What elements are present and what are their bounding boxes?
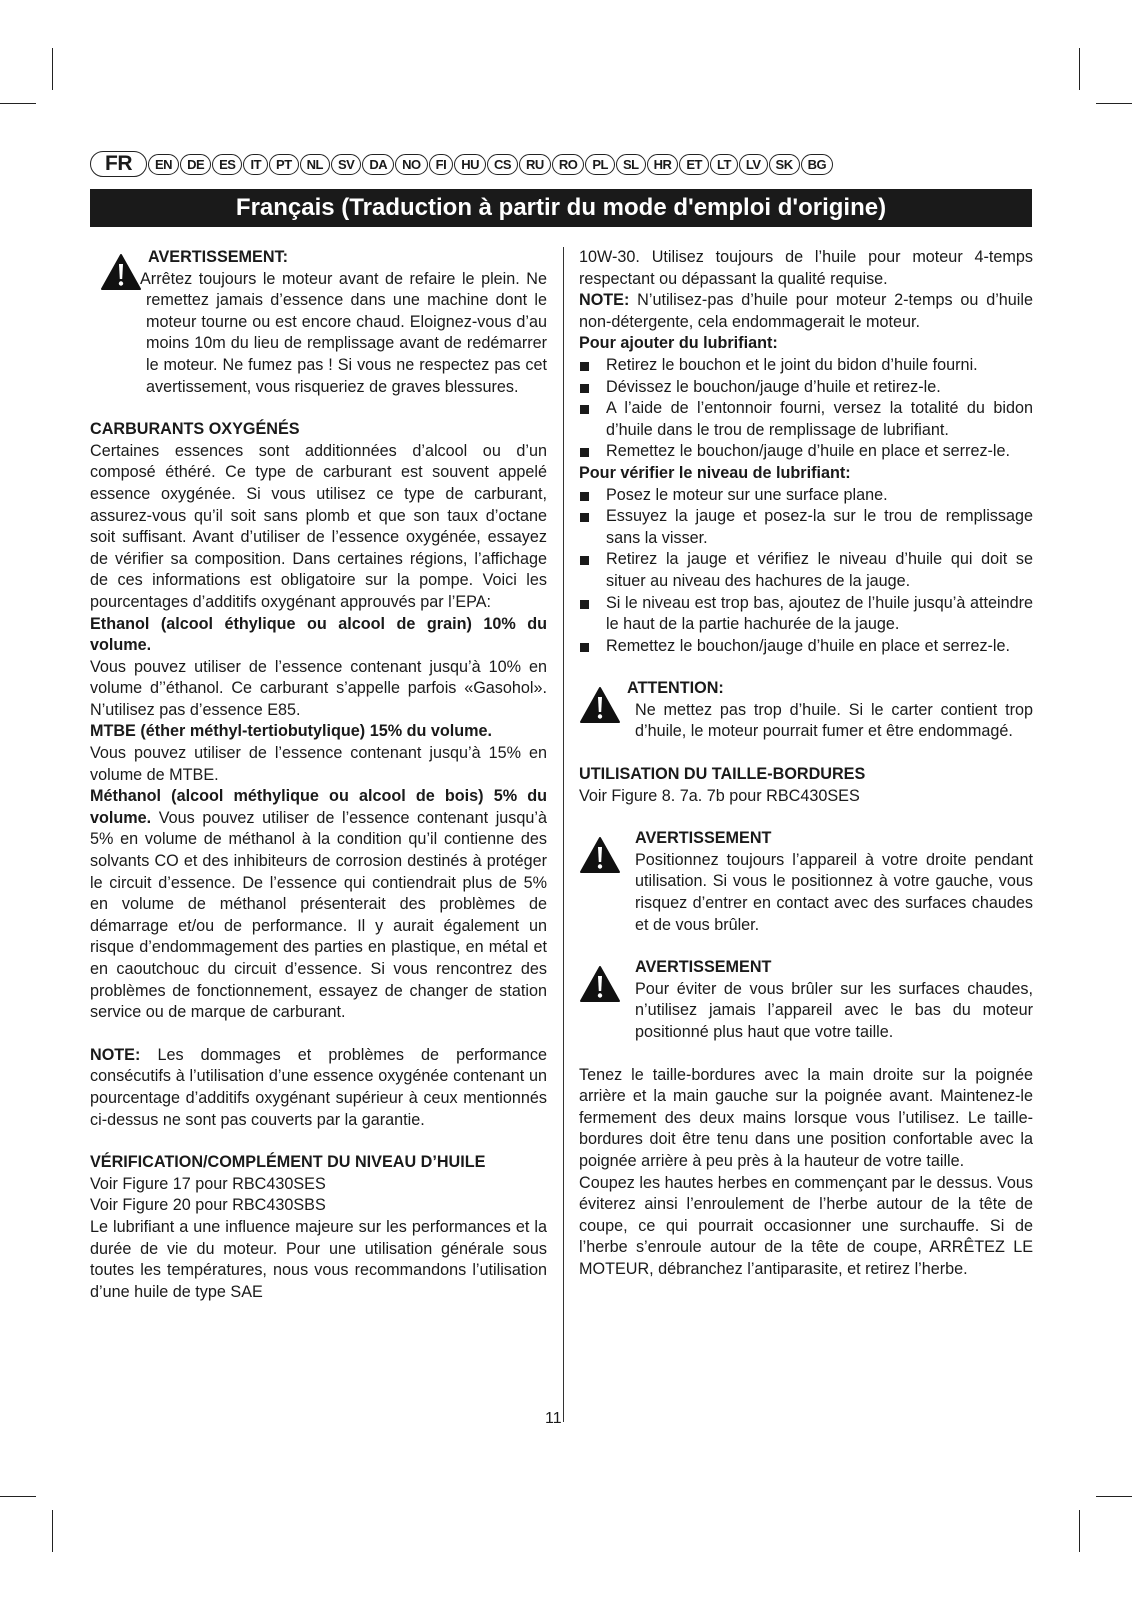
warning-triangle-icon [579, 836, 621, 874]
crop-mark [1096, 1496, 1132, 1497]
subheading: Ethanol (alcool éthylique ou alcool de grain) 10% du volume. [90, 614, 547, 655]
section-heading: UTILISATION DU TAILLE-BORDURES [579, 765, 866, 784]
paragraph: Le lubrifiant a une influence majeure sur les performances et la durée de vie du moteur. Pour une utilisation générale sous toutes les températures, nous vous recommandons l’utilisation d’une huile de type SAE [90, 1217, 547, 1301]
crop-mark [1079, 1510, 1080, 1552]
bullet-list [579, 485, 1033, 658]
warning-title: AVERTISSEMENT: [148, 248, 289, 266]
language-tab-pt: PT [269, 154, 299, 175]
language-tab-ro: RO [552, 154, 585, 175]
warning-text: Positionnez toujours l’appareil à votre droite pendant utilisation. Si vous le positionnez à votre gauche, vous risquez d’entrer en contact avec des surfaces chaudes et de vous brûler. [635, 850, 1033, 934]
list-item: Retirez le bouchon et le joint du bidon d’huile fourni. [579, 355, 1033, 377]
attention-block [579, 678, 1033, 743]
language-tab-lv: LV [739, 154, 768, 175]
language-tab-nl: NL [300, 154, 330, 175]
subheading: Pour ajouter du lubrifiant: [579, 334, 778, 353]
list-item: Remettez le bouchon/jauge d’huile en place et serrez-le. [579, 441, 1033, 463]
language-tab-sk: SK [769, 154, 800, 175]
language-tab-sl: SL [616, 154, 646, 175]
list-item: Dévissez le bouchon/jauge d’huile et retirez-le. [579, 377, 1033, 399]
page-number: 11 [545, 1410, 562, 1427]
note-text: Les dommages et problèmes de performance consécutifs à l’utilisation d’une essence oxygénée contenant un pourcentage d’additifs oxygénant supérieur à ceux mentionnés ci-dessus ne sont pas couverts par la garantie. [90, 1045, 548, 1129]
note-text: N’utilisez-pas d’huile pour moteur 2-temps ou d’huile non-détergente, cela endommagerait le moteur. [579, 291, 1033, 331]
column-divider [563, 247, 564, 1422]
crop-mark [0, 103, 36, 104]
figure-reference: Voir Figure 8. 7a. 7b pour RBC430SES [579, 786, 860, 805]
warning-text: Pour éviter de vous brûler sur les surfaces chaudes, n’utilisez jamais l’appareil avec le bas du moteur positionné plus haut que votre taille. [635, 979, 1033, 1041]
subheading: Méthanol (alcool méthylique ou alcool de bois) 5% du volume. [90, 787, 547, 827]
language-tab-da: DA [362, 154, 394, 175]
list-item: Si le niveau est trop bas, ajoutez de l’huile jusqu’à atteindre le haut de la partie hachurée de la jauge. [579, 593, 1033, 636]
warning-block [579, 828, 1033, 936]
attention-text: Ne mettez pas trop d’huile. Si le carter contient trop d’huile, le moteur pourrait fumer et être endommagé. [635, 700, 1033, 741]
language-tab-pl: PL [585, 154, 615, 175]
paragraph: Tenez le taille-bordures avec la main droite sur la poignée arrière et la main gauche sur la poignée avant. Maintenez-le fermement des deux mains lorsque vous l’utilisez. Le taille-bordures doit être tenu dans une position confortable avec la poignée arrière à peu près à la hauteur de votre taille. [579, 1065, 1033, 1170]
language-tab-es: ES [212, 154, 242, 175]
language-tab-active: FR [90, 151, 147, 177]
list-item: A l’aide de l’entonnoir fourni, versez la totalité du bidon d’huile dans le trou de remplissage de lubrifiant. [579, 398, 1033, 441]
list-item: Remettez le bouchon/jauge d’huile en place et serrez-le. [579, 636, 1033, 658]
warning-triangle-icon [100, 253, 142, 291]
paragraph: Certaines essences sont additionnées d’alcool ou d’un composé éthéré. Ce type de carburant est souvent appelé essence oxygénée. Si vous utilisez ce type de carburant, assurez-vous qu’il soit sans plomb et que son taux d’octane soit suffisant. Avant d’utiliser de l’essence oxygénée, essayez de vérifier sa composition. Dans certaines régions, l’affichage de ces informations est obligatoire sur la pompe. Voici les pourcentages d’additifs oxygénant approuvés par l’EPA: [90, 441, 547, 611]
crop-mark [52, 1510, 53, 1552]
warning-triangle-icon [579, 686, 621, 724]
language-tab-hu: HU [454, 154, 486, 175]
language-tabs [90, 151, 1032, 177]
language-tab-it: IT [243, 154, 268, 175]
note-paragraph [90, 1045, 547, 1131]
language-tab-bg: BG [801, 154, 834, 175]
left-column [90, 247, 547, 1303]
paragraph [90, 786, 547, 1024]
figure-reference: Voir Figure 17 pour RBC430SES [90, 1174, 326, 1193]
language-tab-hr: HR [647, 154, 679, 175]
language-tab-cs: CS [487, 154, 518, 175]
note-label: NOTE: [90, 1045, 141, 1064]
crop-mark [0, 1496, 36, 1497]
page-title: Français (Traduction à partir du mode d'emploi d'origine) [90, 189, 1032, 227]
language-tab-lt: LT [710, 154, 738, 175]
paragraph: 10W-30. Utilisez toujours de l’huile pour moteur 4-temps respectant ou dépassant la qualité requise. [579, 248, 1033, 288]
bullet-list [579, 355, 1033, 463]
language-tab-fi: FI [429, 154, 454, 175]
language-tab-de: DE [180, 154, 211, 175]
section-heading: VÉRIFICATION/COMPLÉMENT DU NIVEAU D’HUILE [90, 1153, 486, 1172]
language-tab-ru: RU [519, 154, 551, 175]
subheading: MTBE (éther méthyl-tertiobutylique) 15% du volume. [90, 722, 493, 741]
attention-title: ATTENTION: [627, 679, 724, 698]
language-tab-en: EN [148, 154, 179, 175]
paragraph: Coupez les hautes herbes en commençant par le dessus. Vous éviterez ainsi l’enroulement de l’herbe autour de la tête de coupe, ce qui pourrait occasionner une surchauffe. Si de l’herbe s’enroule autour de la tête de coupe, ARRÊTEZ LE MOTEUR, débranchez l’antiparasite, et retirez l’herbe. [579, 1173, 1033, 1278]
subheading: Pour vérifier le niveau de lubrifiant: [579, 463, 851, 482]
crop-mark [1079, 48, 1080, 90]
language-tab-sv: SV [331, 154, 361, 175]
list-item: Retirez la jauge et vérifiez le niveau d’huile qui doit se situer au niveau des hachures de la jauge. [579, 549, 1033, 592]
warning-title: AVERTISSEMENT [635, 829, 772, 848]
list-item: Essuyez la jauge et posez-la sur le trou de remplissage sans la visser. [579, 506, 1033, 549]
section-heading: CARBURANTS OXYGÉNÉS [90, 420, 300, 439]
warning-title: AVERTISSEMENT [635, 958, 772, 977]
crop-mark [52, 48, 53, 90]
crop-mark [1096, 103, 1132, 104]
warning-block [579, 957, 1033, 1043]
right-column [579, 247, 1033, 1281]
paragraph-text: Vous pouvez utiliser de l’essence contenant jusqu’à 5% en volume de méthanol à la condition qu’il contienne des solvants CO et des inhibiteurs de corrosion destinés à protéger le circuit d’essence. De l’essence qui contiendrait plus de 5% en volume de méthanol présenterait des problèmes de démarrage et/ou de performance. Il y aurait également un risque d’endommagement des parties en plastique, en métal et en caoutchouc du circuit d’essence. Si vous rencontrez des problèmes de fonctionnement, essayez de changer de station service ou de marque de carburant. [90, 808, 548, 1022]
note-paragraph [579, 290, 1033, 333]
warning-triangle-icon [579, 965, 621, 1003]
language-tab-et: ET [679, 154, 709, 175]
paragraph: Vous pouvez utiliser de l’essence contenant jusqu’à 15% en volume de MTBE. [90, 744, 547, 784]
list-item: Posez le moteur sur une surface plane. [579, 485, 1033, 507]
language-tab-no: NO [395, 154, 428, 175]
figure-reference: Voir Figure 20 pour RBC430SBS [90, 1196, 326, 1215]
warning-block [90, 247, 547, 398]
paragraph: Vous pouvez utiliser de l’essence contenant jusqu’à 10% en volume d’’éthanol. Ce carburant s’appelle parfois «Gasohol». N’utilisez pas d’essence E85. [90, 657, 547, 719]
warning-text: Arrêtez toujours le moteur avant de refaire le plein. Ne remettez jamais d’essence dans une machine dont le moteur tourne ou est encore chaud. Eloignez-vous d’au moins 10m du lieu de remplissage avant de redémarrer le moteur. Ne fumez pas ! Si vous ne respectez pas cet avertissement, vous risqueriez de graves blessures. [140, 269, 547, 396]
note-label: NOTE: [579, 291, 630, 310]
